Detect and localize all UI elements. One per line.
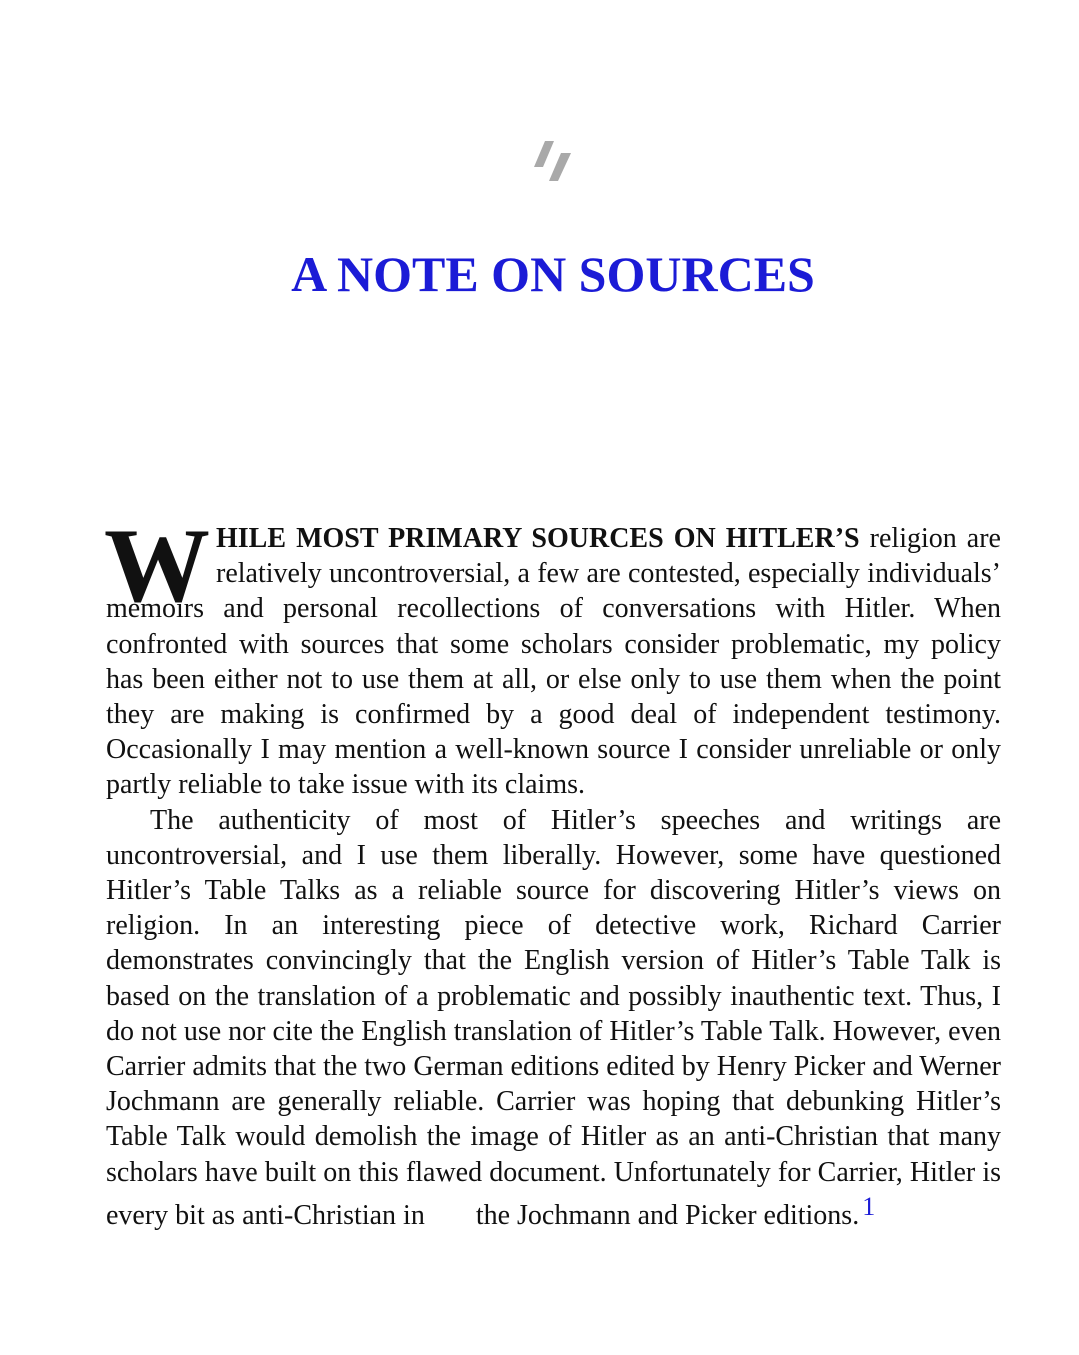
paragraph-2-last-line-text: the Jochmann and Picker editions. — [475, 1199, 860, 1231]
lead-in-text: HILE MOST PRIMARY SOURCES ON HITLER’S — [216, 523, 860, 554]
paragraph-2-last-line — [432, 1191, 876, 1233]
paragraph-2-text: The authenticity of most of Hitler’s speeches and writings are uncontroversial, and I use them liberally. However, some have questioned Hitler’s Table Talks as a reliable source for discovering Hitler’s views on religion. In an interesting piece of detective work, Richard Carrier demonstrates convincingly that the English version of Hitler’s Table Talk is based on the translation of a problematic and possibly inauthentic text. Thus, I do not use nor cite the English translation of Hitler’s Table Talk. However, even Carrier admits that the two German editions edited by Henry Picker and Werner Jochmann are generally reliable. Carrier was hoping that debunking Hitler’s Table Talk would demolish the image of Hitler as an anti-Christian that many scholars have built on this flawed document. Unfortunately for Carrier, Hitler is every bit as anti-Christian in — [106, 804, 1001, 1231]
drop-cap: W — [104, 507, 210, 624]
chapter-body — [104, 507, 1001, 1233]
paragraph-1-text: religion are relatively uncontroversial, a few are contested, especially individuals’ memoirs and personal recollections of conversations with Hitler. When confronted with sources that some scholars consider problematic, my policy has been either not to use them at all, or else only to use them when the point they are making is confirmed by a good deal of independent testimony. Occasionally I may mention a well-known source I consider unreliable or only partly reliable to take issue with its claims. — [106, 523, 1001, 801]
chapter-title: A NOTE ON SOURCES — [291, 246, 815, 302]
double-slash-ornament-icon — [531, 141, 575, 183]
paragraph-2 — [106, 803, 1001, 1233]
footnote-link[interactable]: 1 — [862, 1191, 876, 1221]
paragraph-1 — [104, 507, 1001, 803]
